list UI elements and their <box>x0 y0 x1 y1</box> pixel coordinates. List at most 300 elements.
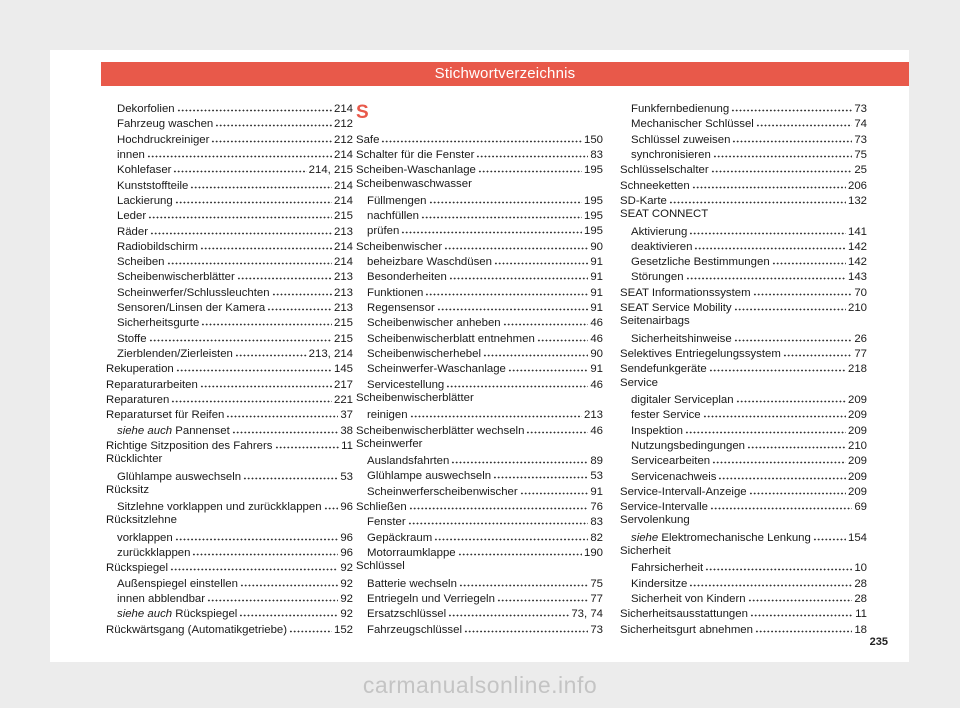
dot-leader <box>200 376 332 388</box>
dot-leader <box>705 559 852 571</box>
dot-leader <box>711 161 853 173</box>
dot-leader <box>226 406 338 418</box>
index-term <box>106 623 287 638</box>
dot-leader <box>177 100 332 112</box>
index-term-text: Sendefunkgeräte <box>620 363 707 376</box>
index-term <box>367 531 432 546</box>
index-term <box>631 148 711 163</box>
index-term-text: Außenspiegel einstellen <box>117 577 238 590</box>
dot-leader <box>483 345 588 357</box>
index-term-text: Batterie wechseln <box>367 577 457 590</box>
index-page-ref: 90 <box>590 240 603 253</box>
index-page-ref: 92 <box>340 608 353 621</box>
index-term-text: prüfen <box>367 225 400 238</box>
index-page-ref: 206 <box>847 179 867 192</box>
index-page-ref: 195 <box>583 210 603 223</box>
index-page-ref: 46 <box>590 378 603 391</box>
index-term-text: fester Service <box>631 409 701 422</box>
index-term-text: beheizbare Waschdüsen <box>367 256 492 269</box>
index-term-text: Scheibenwischerblatt entnehmen <box>367 332 535 345</box>
dot-leader <box>235 345 307 357</box>
index-entry <box>106 559 353 574</box>
index-term <box>106 483 149 498</box>
index-subentry <box>106 284 353 299</box>
index-page-ref: 195 <box>583 194 603 207</box>
section-title-banner: Stichwortverzeichnis <box>101 62 909 86</box>
index-subentry <box>106 131 353 146</box>
dot-leader <box>444 238 588 250</box>
dot-leader <box>200 238 332 250</box>
index-entry <box>620 376 867 391</box>
dot-leader <box>267 299 332 311</box>
index-term-text: Sicherheit von Kindern <box>631 593 746 605</box>
index-term <box>117 209 146 224</box>
index-page-ref: 91 <box>590 363 603 376</box>
index-term-text: SD-Karte <box>620 194 667 207</box>
index-entry <box>620 605 867 620</box>
index-page-ref: 91 <box>590 485 603 498</box>
index-subentry <box>356 376 603 391</box>
dot-leader <box>537 330 589 342</box>
index-page-ref: 77 <box>854 348 867 360</box>
index-term <box>367 194 427 209</box>
index-term-text: Leder <box>117 210 147 223</box>
index-page-ref: 209 <box>847 455 867 468</box>
index-page-ref: 215 <box>333 317 353 330</box>
index-term-text: Dekorfolien <box>117 103 175 115</box>
dot-leader <box>401 222 582 234</box>
index-term-text: Rücksitzlehne <box>106 514 177 527</box>
dot-leader <box>747 437 846 449</box>
index-subentry <box>106 177 353 192</box>
dot-leader <box>494 253 588 265</box>
index-term <box>117 163 171 178</box>
index-term-text: Scheibenwischerblätter <box>117 271 235 284</box>
index-page-ref: 92 <box>340 593 353 605</box>
index-term-text: Scheinwerfer/Schlussleuchten <box>117 286 270 299</box>
index-term-text: Regensensor <box>367 302 435 315</box>
index-subentry <box>620 115 867 130</box>
index-subentry <box>356 253 603 268</box>
dot-leader <box>756 115 853 127</box>
index-subentry <box>106 330 353 345</box>
index-page-ref: 70 <box>854 286 867 299</box>
index-term <box>631 454 710 469</box>
dot-leader <box>272 284 332 296</box>
index-entry <box>106 391 353 406</box>
index-term <box>631 577 687 592</box>
index-entry <box>620 192 867 207</box>
dot-leader <box>410 406 582 418</box>
dot-leader <box>215 115 332 127</box>
index-term-text: Störungen <box>631 271 684 284</box>
index-page-ref: 92 <box>340 577 353 590</box>
index-subentry <box>620 268 867 283</box>
index-term-text: Ersatzschlüssel <box>367 608 447 621</box>
index-subentry <box>106 115 353 130</box>
index-entry <box>356 238 603 253</box>
index-term-text: SEAT CONNECT <box>620 208 709 221</box>
index-page-ref: 154 <box>847 531 867 544</box>
index-subentry <box>620 131 867 146</box>
index-entry <box>106 483 353 498</box>
dot-leader <box>713 146 853 158</box>
index-term-text: Scheibenwischer <box>356 240 443 253</box>
dot-leader <box>478 161 582 173</box>
index-term <box>620 623 753 638</box>
index-page-ref: 77 <box>590 592 603 605</box>
index-term <box>367 607 446 622</box>
dot-leader <box>167 253 332 265</box>
index-entry <box>620 314 867 329</box>
index-term <box>117 424 230 439</box>
dot-leader <box>232 422 339 434</box>
index-entry <box>620 161 867 176</box>
index-subentry <box>620 559 867 574</box>
index-term-text: Scheibenwaschwasser <box>356 177 472 190</box>
dot-leader <box>449 268 589 280</box>
dot-leader <box>275 437 340 449</box>
index-subentry <box>356 544 603 559</box>
index-term-text: Gepäckraum <box>367 531 433 544</box>
dot-leader <box>732 131 852 143</box>
index-term <box>367 301 435 316</box>
see-also-prefix: siehe auch <box>117 424 173 437</box>
dot-leader <box>669 192 846 204</box>
index-subentry <box>106 468 353 483</box>
index-subentry <box>356 314 603 329</box>
dot-leader <box>753 284 853 296</box>
index-term <box>631 102 729 117</box>
index-term <box>106 513 177 528</box>
index-subentry <box>356 207 603 222</box>
index-page-ref: 91 <box>590 271 603 284</box>
index-subentry <box>106 253 353 268</box>
index-page-ref: 209 <box>847 393 867 406</box>
index-term-text: digitaler Serviceplan <box>631 393 734 406</box>
dot-leader <box>703 406 846 418</box>
index-subentry <box>620 422 867 437</box>
index-term-text: Scheinwerfer-Waschanlage <box>367 363 506 376</box>
index-subentry <box>356 529 603 544</box>
index-entry <box>106 360 353 375</box>
dot-leader <box>710 498 852 510</box>
index-page-ref: 28 <box>854 593 867 605</box>
dot-leader <box>148 207 332 219</box>
index-term <box>367 286 423 301</box>
index-page-ref: 83 <box>590 148 603 161</box>
index-term-text: Servicenachweis <box>631 470 717 483</box>
index-subentry <box>356 406 603 421</box>
dot-leader <box>755 621 852 633</box>
index-term-text: Sicherheit <box>620 545 671 558</box>
index-subentry <box>106 192 353 207</box>
dot-leader <box>240 575 338 587</box>
index-term-text: Schneeketten <box>620 179 690 192</box>
index-term <box>620 207 708 222</box>
index-page-ref: 214, 215 <box>308 164 353 177</box>
index-page-ref: 46 <box>590 332 603 345</box>
index-term-text: Rekuperation <box>106 363 174 376</box>
index-term-text: Scheibenwischer anheben <box>367 317 501 330</box>
index-subentry <box>106 223 353 238</box>
index-term-text: Räder <box>117 225 149 238</box>
index-term <box>620 607 748 622</box>
index-subentry <box>620 330 867 345</box>
index-term-text: deaktivieren <box>631 240 693 253</box>
index-term <box>631 270 684 285</box>
dot-leader <box>689 223 846 235</box>
index-subentry <box>356 467 603 482</box>
index-page-ref: 96 <box>340 531 353 544</box>
index-term <box>367 515 406 530</box>
index-term <box>620 286 751 301</box>
index-entry <box>106 513 353 528</box>
index-page-ref: 26 <box>854 332 867 345</box>
index-term <box>367 623 462 638</box>
index-subentry <box>106 422 353 437</box>
index-page-ref: 73 <box>590 623 603 636</box>
index-entry <box>356 498 603 513</box>
index-term-text: Scheibenwischerblätter wechseln <box>356 424 525 437</box>
index-term-text: Gesetzliche Bestimmungen <box>631 256 770 269</box>
index-entry <box>356 559 603 574</box>
index-term <box>356 177 472 192</box>
index-term <box>117 102 175 117</box>
index-entry <box>620 498 867 513</box>
dot-leader <box>437 299 589 311</box>
index-subentry <box>106 544 353 559</box>
index-term <box>117 148 145 163</box>
index-entry <box>620 544 867 559</box>
index-entry <box>106 406 353 421</box>
index-term-text: Scheiben <box>117 256 165 269</box>
index-entry <box>106 376 353 391</box>
index-subentry <box>620 590 867 605</box>
index-subentry <box>106 238 353 253</box>
index-term-text: Lackierung <box>117 194 173 207</box>
index-term <box>631 240 692 255</box>
index-page-ref: 217 <box>333 378 353 391</box>
index-page-ref: 11 <box>855 608 867 621</box>
index-term <box>356 500 407 515</box>
index-page-ref: 212 <box>333 133 353 146</box>
index-page-ref: 91 <box>590 286 603 299</box>
index-page-ref: 75 <box>854 148 867 161</box>
index-term <box>367 469 491 484</box>
index-term <box>117 225 148 240</box>
dot-leader <box>408 513 589 525</box>
index-page-ref: 89 <box>590 455 603 468</box>
index-term <box>631 424 683 439</box>
index-subentry <box>356 330 603 345</box>
dot-leader <box>731 100 852 112</box>
index-term <box>106 393 169 408</box>
index-entry <box>106 437 353 452</box>
index-entry <box>620 299 867 314</box>
index-page-ref: 195 <box>583 225 603 238</box>
dot-leader <box>192 544 338 556</box>
index-term-text: vorklappen <box>117 531 173 544</box>
index-page-ref: 96 <box>340 501 353 514</box>
index-term-text: Service-Intervall-Anzeige <box>620 485 747 498</box>
index-term-text: innen <box>117 148 145 161</box>
index-page-ref: 213, 214 <box>308 348 353 360</box>
dot-leader <box>520 483 589 495</box>
index-term-text: Kunststoffteile <box>117 179 189 192</box>
dot-leader <box>736 391 846 403</box>
index-term-text: Rückspiegel <box>172 608 238 621</box>
dot-leader <box>783 345 853 357</box>
index-page-ref: 210 <box>847 302 867 315</box>
index-term-text: Fenster <box>367 516 406 529</box>
index-page-ref: 18 <box>854 623 867 636</box>
dot-leader <box>458 544 582 556</box>
index-term-text: Funkfernbedienung <box>631 103 730 115</box>
index-page-ref: 96 <box>340 547 353 560</box>
index-term <box>620 513 690 528</box>
index-term <box>367 224 399 239</box>
index-subentry <box>620 575 867 590</box>
index-term-text: Schalter für die Fenster <box>356 148 475 161</box>
index-term-text: Mechanischer Schlüssel <box>631 118 754 131</box>
dot-leader <box>409 498 589 510</box>
index-page-ref: 37 <box>340 409 353 422</box>
index-term-text: Seitenairbags <box>620 315 690 328</box>
index-subentry <box>620 253 867 268</box>
index-term-text: Sicherheitsgurt abnehmen <box>620 623 753 636</box>
index-term-text: Reparaturset für Reifen <box>106 409 225 422</box>
index-entry <box>356 146 603 161</box>
index-page-ref: 76 <box>590 501 603 514</box>
dot-leader <box>686 268 846 280</box>
dot-leader <box>476 146 588 158</box>
index-page-ref: 74 <box>854 118 867 131</box>
index-subentry <box>356 345 603 360</box>
index-term-text: Pannenset <box>172 424 230 437</box>
index-page-ref: 218 <box>847 363 867 376</box>
dot-leader <box>718 468 846 480</box>
index-term-text: Schlüsselschalter <box>620 164 709 177</box>
index-page-ref: 212 <box>333 118 353 131</box>
dot-leader <box>243 468 338 480</box>
index-subentry <box>620 437 867 452</box>
dot-leader <box>749 483 846 495</box>
watermark-text: carmanualsonline.info <box>362 672 598 698</box>
index-page-ref: 92 <box>340 562 353 575</box>
index-subentry <box>356 605 603 620</box>
index-term <box>117 255 165 270</box>
index-page-ref: 91 <box>590 302 603 315</box>
index-entry <box>620 513 867 528</box>
index-page-ref: 150 <box>583 133 603 146</box>
index-subentry <box>620 391 867 406</box>
index-page-ref: 145 <box>333 363 353 376</box>
index-entry <box>356 422 603 437</box>
dot-leader <box>190 177 332 189</box>
index-page-ref: 132 <box>847 194 867 207</box>
index-page-ref: 152 <box>333 623 353 636</box>
index-term <box>356 437 422 452</box>
index-term <box>117 117 213 132</box>
index-term-text: Rückspiegel <box>106 562 169 575</box>
index-page-ref: 221 <box>333 393 353 406</box>
index-term-text: Nutzungsbedingungen <box>631 439 746 452</box>
dot-leader <box>425 284 588 296</box>
index-page-ref: 82 <box>590 531 603 544</box>
index-term-text: Stoffe <box>117 332 147 345</box>
index-term-text: Entriegeln und Verriegeln <box>367 592 495 605</box>
index-subentry <box>356 575 603 590</box>
index-term <box>367 316 501 331</box>
index-page-ref: 213 <box>333 302 353 315</box>
index-subentry <box>106 314 353 329</box>
index-term <box>356 559 405 574</box>
index-term-text: Glühlampe auswechseln <box>117 470 242 483</box>
see-also-prefix: siehe <box>631 531 659 544</box>
dot-leader <box>201 314 332 326</box>
index-subentry <box>106 207 353 222</box>
index-term <box>117 332 147 347</box>
index-column-3 <box>620 100 867 636</box>
index-term-text: Scheibenwischerhebel <box>367 347 481 360</box>
index-term-text: Sicherheitshinweise <box>631 332 732 345</box>
dot-leader <box>692 177 846 189</box>
index-subentry <box>106 575 353 590</box>
index-entry <box>356 161 603 176</box>
index-term-text: Servolenkung <box>620 514 690 527</box>
index-term-text: nachfüllen <box>367 210 419 223</box>
dot-leader <box>173 161 306 173</box>
dot-leader <box>421 207 582 219</box>
dot-leader <box>734 299 846 311</box>
index-page-ref: 38 <box>340 424 353 437</box>
index-term-text: Schließen <box>356 501 407 514</box>
dot-leader <box>176 360 332 372</box>
index-page-ref: 75 <box>590 577 603 590</box>
index-subentry <box>356 268 603 283</box>
index-entry <box>620 207 867 222</box>
index-entry <box>620 345 867 360</box>
index-entry <box>106 452 353 467</box>
index-column-1 <box>106 100 353 636</box>
index-term <box>620 544 671 559</box>
index-entry <box>106 621 353 636</box>
index-term-text: Scheinwerfer <box>356 437 423 450</box>
manual-page <box>50 50 909 662</box>
dot-leader <box>694 238 846 250</box>
index-page-ref: 214 <box>333 103 353 115</box>
index-term <box>620 314 690 329</box>
index-page-ref: 11 <box>341 439 353 452</box>
index-page-ref: 209 <box>847 424 867 437</box>
index-entry <box>356 131 603 146</box>
index-term-text: Sensoren/Linsen der Kamera <box>117 302 266 315</box>
index-term-text: Service <box>620 376 658 389</box>
index-page-ref: 214 <box>333 194 353 207</box>
index-page-ref: 73 <box>854 103 867 115</box>
index-subentry <box>106 299 353 314</box>
dot-leader <box>503 314 589 326</box>
index-term <box>117 270 235 285</box>
index-page-ref: 142 <box>847 256 867 269</box>
index-subentry <box>356 483 603 498</box>
index-page-ref: 213 <box>333 271 353 284</box>
index-term <box>106 362 174 377</box>
dot-leader <box>526 422 588 434</box>
dot-leader <box>493 467 588 479</box>
dot-leader <box>434 529 588 541</box>
